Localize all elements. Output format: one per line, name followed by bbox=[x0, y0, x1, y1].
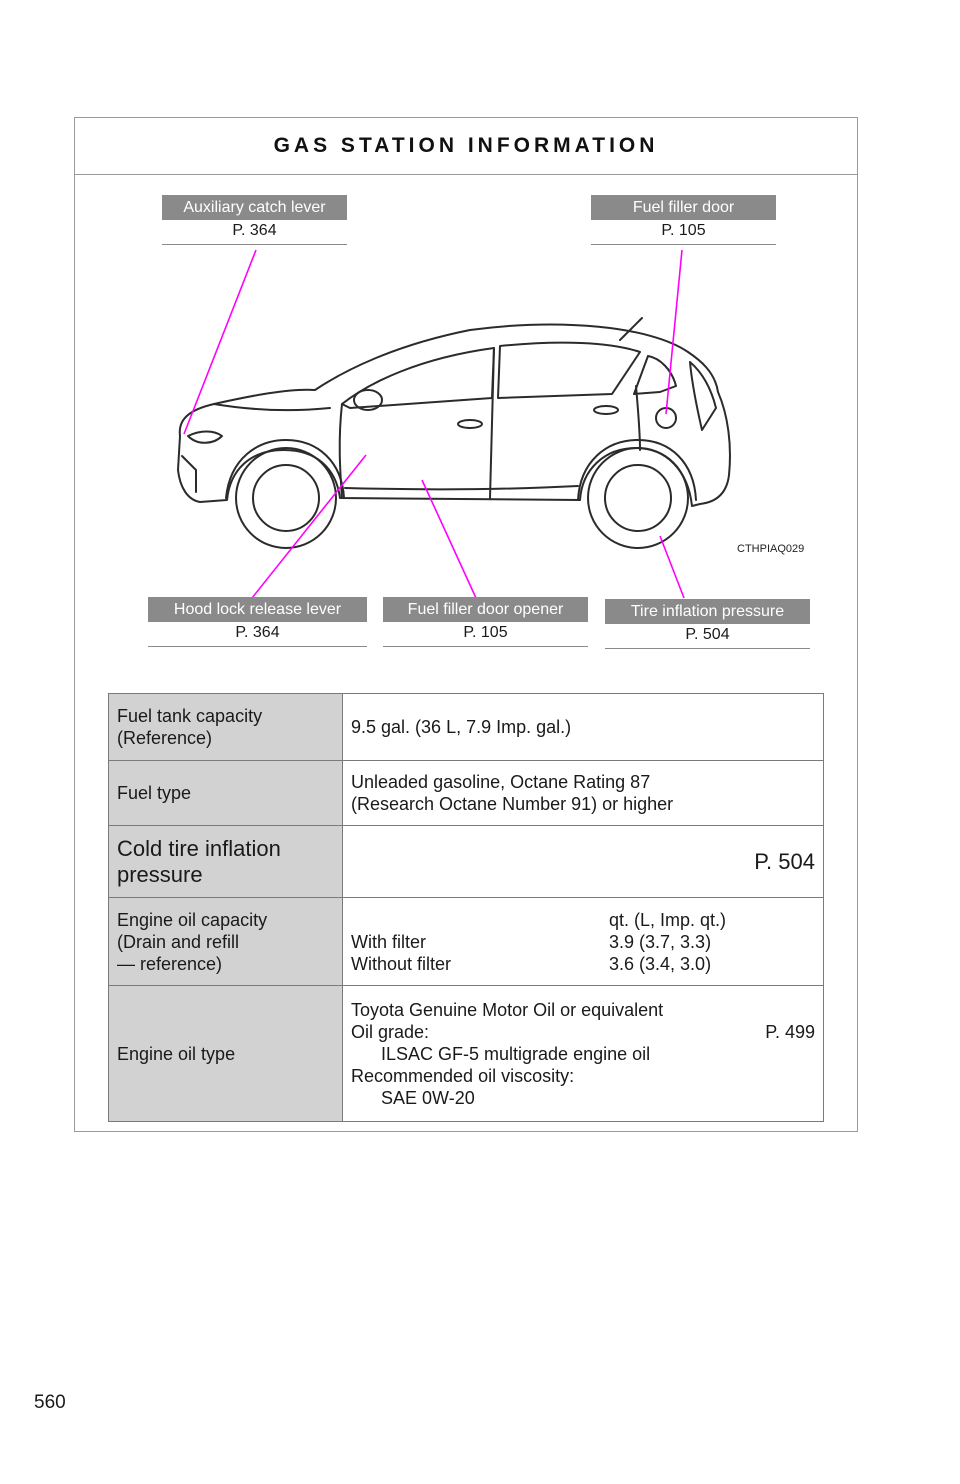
callout-label: Hood lock release lever bbox=[148, 597, 367, 622]
callout-fuel-filler-door bbox=[591, 195, 776, 245]
table-row-cold-tire-pressure bbox=[109, 826, 824, 898]
callout-label: Auxiliary catch lever bbox=[162, 195, 347, 220]
row-value bbox=[343, 761, 824, 826]
row-value: 9.5 gal. (36 L, 7.9 Imp. gal.) bbox=[343, 694, 824, 761]
callout-label: Fuel filler door opener bbox=[383, 597, 588, 622]
callout-rule bbox=[162, 244, 347, 245]
callout-label: Fuel filler door bbox=[591, 195, 776, 220]
table-row-fuel-tank bbox=[109, 694, 824, 761]
figure-code: CTHPIAQ029 bbox=[737, 543, 805, 555]
label-line: Engine oil capacity bbox=[117, 909, 268, 930]
callout-rule bbox=[148, 646, 367, 647]
row-value bbox=[343, 826, 824, 898]
label-line: Fuel tank capacity bbox=[117, 706, 263, 726]
section-title: GAS STATION INFORMATION bbox=[75, 118, 857, 175]
table-row-fuel-type bbox=[109, 761, 824, 826]
row-label: Engine oil type bbox=[109, 986, 343, 1122]
page-reference: P. 504 bbox=[754, 848, 815, 874]
label-line: pressure bbox=[117, 861, 203, 887]
callout-fuel-filler-door-opener bbox=[383, 597, 588, 647]
value-line: Unleaded gasoline, Octane Rating 87 bbox=[351, 772, 651, 792]
page-reference: P. 105 bbox=[661, 222, 706, 239]
callout-rule bbox=[605, 648, 810, 649]
page-number: 560 bbox=[34, 1392, 66, 1413]
car-illustration bbox=[0, 0, 960, 700]
callout-hood-lock-release-lever bbox=[148, 597, 367, 647]
callout-rule bbox=[591, 244, 776, 245]
without-filter-label: Without filter bbox=[351, 953, 452, 974]
label-line: (Drain and refill bbox=[117, 931, 240, 952]
row-label bbox=[109, 826, 343, 898]
label-line: (Reference) bbox=[117, 728, 213, 748]
unit-header: qt. (L, Imp. qt.) bbox=[609, 909, 727, 930]
spacer bbox=[351, 909, 609, 931]
with-filter-label: With filter bbox=[351, 931, 427, 952]
value-line: Toyota Genuine Motor Oil or equivalent bbox=[351, 999, 664, 1020]
row-value bbox=[343, 898, 824, 986]
value-line: (Research Octane Number 91) or higher bbox=[351, 794, 674, 814]
row-label bbox=[109, 898, 343, 986]
row-label bbox=[109, 694, 343, 761]
callout-auxiliary-catch-lever bbox=[162, 195, 347, 245]
without-filter-value: 3.6 (3.4, 3.0) bbox=[609, 953, 712, 974]
callout-label: Tire inflation pressure bbox=[605, 599, 810, 624]
oil-capacity-grid bbox=[351, 909, 815, 975]
page-reference: P. 504 bbox=[685, 626, 730, 643]
label-line: Cold tire inflation bbox=[117, 835, 281, 861]
value-line: SAE 0W-20 bbox=[381, 1087, 475, 1108]
page-reference: P. 105 bbox=[463, 624, 508, 641]
table-row-engine-oil-type bbox=[109, 986, 824, 1122]
value-line bbox=[351, 1021, 815, 1043]
callout-tire-inflation-pressure bbox=[605, 599, 810, 649]
row-label: Fuel type bbox=[109, 761, 343, 826]
value-line: ILSAC GF-5 multigrade engine oil bbox=[381, 1043, 651, 1064]
page-reference: P. 364 bbox=[232, 222, 277, 239]
page-reference: P. 499 bbox=[765, 1021, 815, 1042]
callout-rule bbox=[383, 646, 588, 647]
gas-station-info-table bbox=[108, 693, 824, 1122]
label-line: — reference) bbox=[117, 953, 223, 974]
page-reference: P. 364 bbox=[235, 624, 280, 641]
table-row-engine-oil-capacity bbox=[109, 898, 824, 986]
oil-grade-label: Oil grade: bbox=[351, 1021, 430, 1042]
with-filter-value: 3.9 (3.7, 3.3) bbox=[609, 931, 712, 952]
value-line: Recommended oil viscosity: bbox=[351, 1065, 575, 1086]
row-value bbox=[343, 986, 824, 1122]
